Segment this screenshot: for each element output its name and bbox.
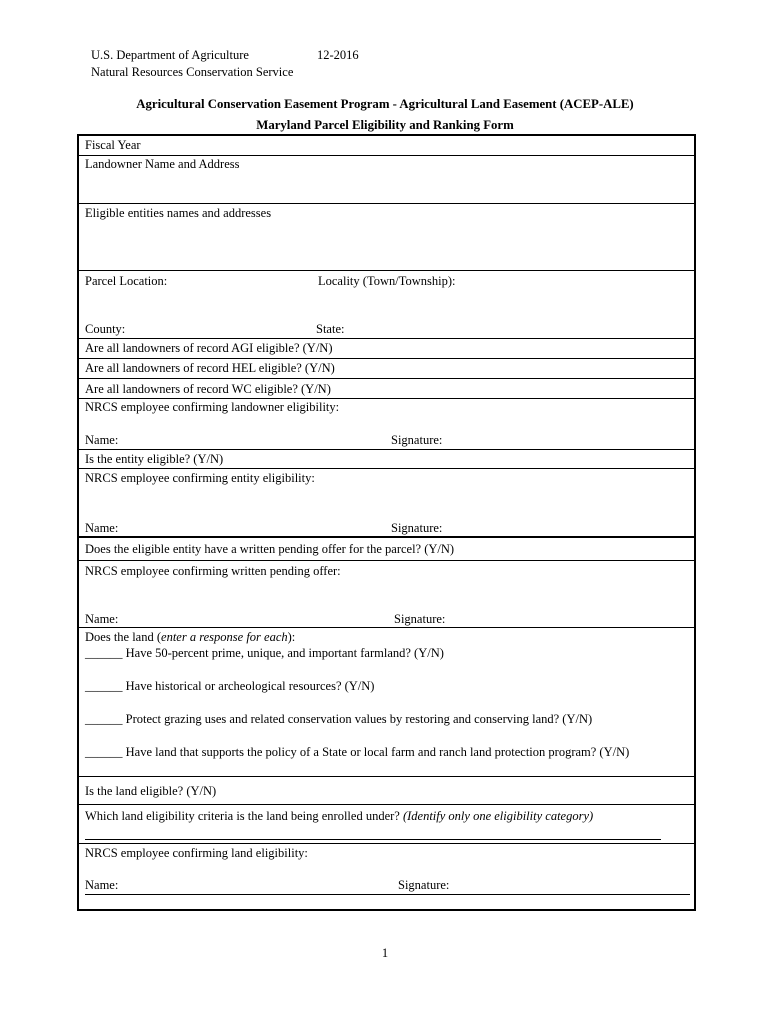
criterion-3: ______ Protect grazing uses and related conservation values by restoring and conserving land? (Y/N) bbox=[85, 712, 593, 726]
divider bbox=[79, 627, 694, 628]
criterion-1: ______ Have 50-percent prime, unique, and important farmland? (Y/N) bbox=[85, 646, 444, 660]
county-label: County: bbox=[85, 322, 126, 336]
form-subtitle: Maryland Parcel Eligibility and Ranking Form bbox=[256, 118, 514, 132]
which-criteria-question: Which land eligibility criteria is the land being enrolled under? (Identify only one eligibility category) bbox=[85, 809, 594, 823]
nrcs-entity-label: NRCS employee confirming entity eligibility: bbox=[85, 471, 315, 485]
signature-label: Signature: bbox=[394, 612, 446, 626]
name-label: Name: bbox=[85, 612, 119, 626]
fiscal-year-label: Fiscal Year bbox=[85, 138, 141, 152]
divider bbox=[79, 398, 694, 399]
signature-label: Signature: bbox=[398, 878, 450, 892]
divider bbox=[79, 270, 694, 271]
form-date: 12-2016 bbox=[317, 48, 359, 62]
divider bbox=[79, 155, 694, 156]
form-title: Agricultural Conservation Easement Program - Agricultural Land Easement (ACEP-ALE) bbox=[136, 97, 634, 111]
divider bbox=[79, 378, 694, 379]
criteria-answer-line[interactable] bbox=[85, 839, 661, 840]
name-label: Name: bbox=[85, 521, 119, 535]
department-name: U.S. Department of Agriculture bbox=[91, 48, 249, 62]
hel-question: Are all landowners of record HEL eligible? (Y/N) bbox=[85, 361, 335, 375]
divider bbox=[79, 468, 694, 469]
criterion-2: ______ Have historical or archeological resources? (Y/N) bbox=[85, 679, 375, 693]
entity-eligible-question: Is the entity eligible? (Y/N) bbox=[85, 452, 224, 466]
divider bbox=[79, 203, 694, 204]
divider bbox=[79, 776, 694, 777]
criterion-4: ______ Have land that supports the policy of a State or local farm and ranch land protection program? (Y/N) bbox=[85, 745, 630, 759]
divider bbox=[79, 804, 694, 805]
entities-label: Eligible entities names and addresses bbox=[85, 206, 272, 220]
agi-question: Are all landowners of record AGI eligible? (Y/N) bbox=[85, 341, 333, 355]
divider bbox=[79, 338, 694, 339]
land-eligible-question: Is the land eligible? (Y/N) bbox=[85, 784, 217, 798]
landowner-label: Landowner Name and Address bbox=[85, 157, 240, 171]
land-question: Does the land (enter a response for each): bbox=[85, 630, 296, 644]
signature-label: Signature: bbox=[391, 521, 443, 535]
wc-question: Are all landowners of record WC eligible? (Y/N) bbox=[85, 382, 331, 396]
state-label: State: bbox=[316, 322, 345, 336]
name-signature-line[interactable] bbox=[85, 894, 690, 895]
divider bbox=[79, 843, 694, 844]
nrcs-pending-label: NRCS employee confirming written pending offer: bbox=[85, 564, 341, 578]
signature-label: Signature: bbox=[391, 433, 443, 447]
service-name: Natural Resources Conservation Service bbox=[91, 65, 294, 79]
page-number: 1 bbox=[381, 946, 389, 960]
divider bbox=[79, 536, 694, 538]
nrcs-land-label: NRCS employee confirming land eligibility: bbox=[85, 846, 308, 860]
pending-offer-question: Does the eligible entity have a written pending offer for the parcel? (Y/N) bbox=[85, 542, 455, 556]
divider bbox=[79, 449, 694, 450]
locality-label: Locality (Town/Township): bbox=[318, 274, 456, 288]
eligibility-form bbox=[77, 134, 696, 911]
parcel-location-label: Parcel Location: bbox=[85, 274, 168, 288]
name-label: Name: bbox=[85, 878, 119, 892]
nrcs-landowner-label: NRCS employee confirming landowner eligibility: bbox=[85, 400, 340, 414]
divider bbox=[79, 560, 694, 561]
divider bbox=[79, 358, 694, 359]
name-label: Name: bbox=[85, 433, 119, 447]
